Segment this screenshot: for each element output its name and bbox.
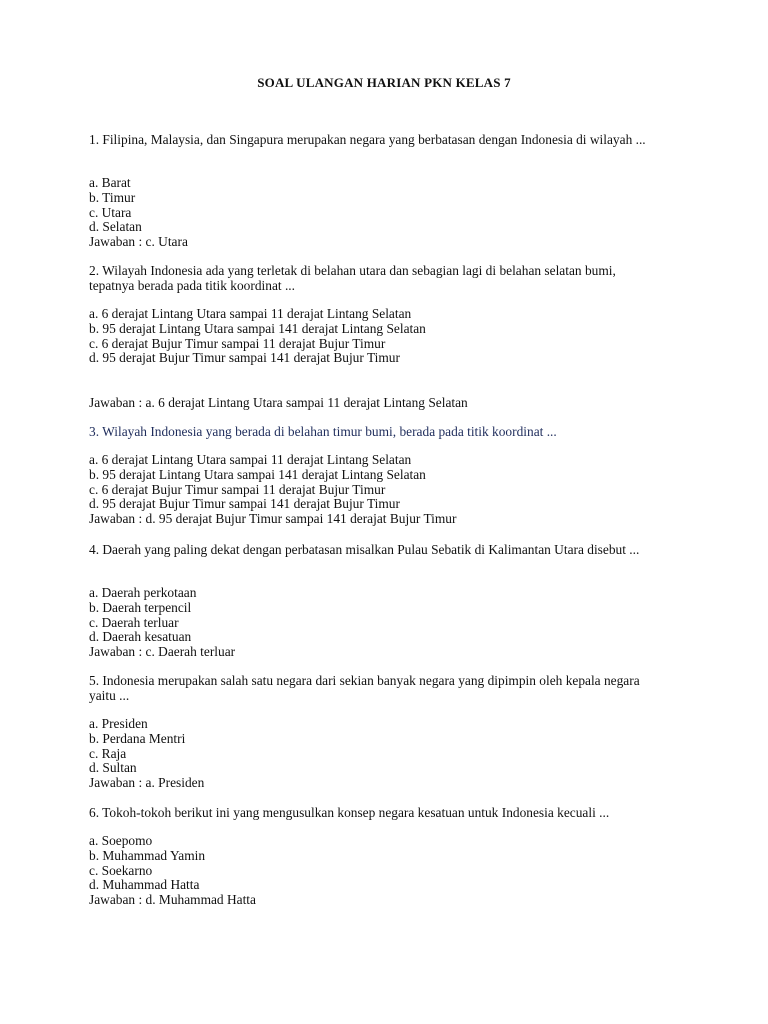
question-1-answer: Jawaban : c. Utara	[89, 234, 188, 250]
question-5-option-c: c. Raja	[89, 745, 127, 761]
question-3-option-a: a. 6 derajat Lintang Utara sampai 11 derajat Lintang Selatan	[89, 452, 412, 467]
question-6-option-c: c. Soekarno	[89, 862, 153, 878]
question-2-option-c: c. 6 derajat Bujur Timur sampai 11 derajat Bujur Timur	[89, 335, 386, 351]
question-2-option-d: d. 95 derajat Bujur Timur sampai 141 derajat Bujur Timur	[89, 350, 400, 366]
question-5	[89, 674, 689, 704]
question-3-option-b: b. 95 derajat Lintang Utara sampai 141 derajat Lintang Selatan	[89, 466, 426, 482]
question-3	[89, 425, 689, 440]
question-4-text: 4. Daerah yang paling dekat dengan perbatasan misalkan Pulau Sebatik di Kalimantan Utara disebut ...	[89, 542, 640, 557]
question-3-options	[89, 453, 689, 527]
question-3-option-d: d. 95 derajat Bujur Timur sampai 141 derajat Bujur Timur	[89, 496, 400, 512]
question-5-options	[89, 717, 689, 791]
question-1-option-d: d. Selatan	[89, 219, 142, 235]
question-1-options	[89, 176, 689, 250]
question-1-option-b: b. Timur	[89, 189, 136, 205]
question-6	[89, 806, 689, 821]
question-6-option-a: a. Soepomo	[89, 833, 153, 848]
question-5-answer: Jawaban : a. Presiden	[89, 775, 205, 791]
question-1-option-a: a. Barat	[89, 175, 131, 190]
question-4-answer: Jawaban : c. Daerah terluar	[89, 644, 236, 660]
question-1-option-c: c. Utara	[89, 204, 132, 220]
question-2	[89, 264, 689, 294]
question-6-text: 6. Tokoh-tokoh berikut ini yang mengusulkan konsep negara kesatuan untuk Indonesia kecuali ...	[89, 805, 610, 820]
question-2-option-b: b. 95 derajat Lintang Utara sampai 141 derajat Lintang Selatan	[89, 320, 426, 336]
question-3-answer: Jawaban : d. 95 derajat Bujur Timur sampai 141 derajat Bujur Timur	[89, 511, 457, 527]
question-2-text: 2. Wilayah Indonesia ada yang terletak di belahan utara dan sebagian lagi di belahan selatan bumi, tepatnya berada pada titik koordinat ...	[89, 263, 616, 293]
question-5-option-a: a. Presiden	[89, 716, 148, 731]
question-6-answer: Jawaban : d. Muhammad Hatta	[89, 892, 256, 908]
question-4-options	[89, 586, 689, 660]
question-3-option-c: c. 6 derajat Bujur Timur sampai 11 derajat Bujur Timur	[89, 481, 386, 497]
question-1-text: 1. Filipina, Malaysia, dan Singapura merupakan negara yang berbatasan dengan Indonesia di wilayah ...	[89, 132, 646, 147]
question-4-option-b: b. Daerah terpencil	[89, 599, 192, 615]
question-2-answer-block	[89, 396, 689, 411]
question-2-answer: Jawaban : a. 6 derajat Lintang Utara sampai 11 derajat Lintang Selatan	[89, 395, 468, 410]
question-3-text: 3. Wilayah Indonesia yang berada di belahan timur bumi, berada pada titik koordinat ...	[89, 424, 557, 439]
question-4-option-c: c. Daerah terluar	[89, 614, 179, 630]
document-title: SOAL ULANGAN HARIAN PKN KELAS 7	[257, 75, 511, 90]
question-5-option-d: d. Sultan	[89, 760, 137, 776]
question-4-option-d: d. Daerah kesatuan	[89, 629, 192, 645]
question-6-option-b: b. Muhammad Yamin	[89, 847, 206, 863]
question-4-option-a: a. Daerah perkotaan	[89, 585, 197, 600]
question-1	[89, 133, 689, 148]
question-2-options	[89, 307, 689, 366]
question-5-option-b: b. Perdana Mentri	[89, 730, 186, 746]
question-4	[89, 543, 689, 558]
question-6-option-d: d. Muhammad Hatta	[89, 877, 200, 893]
question-2-option-a: a. 6 derajat Lintang Utara sampai 11 derajat Lintang Selatan	[89, 306, 412, 321]
question-6-options	[89, 834, 689, 908]
question-5-text: 5. Indonesia merupakan salah satu negara dari sekian banyak negara yang dipimpin oleh kepala negara yaitu ...	[89, 673, 640, 703]
